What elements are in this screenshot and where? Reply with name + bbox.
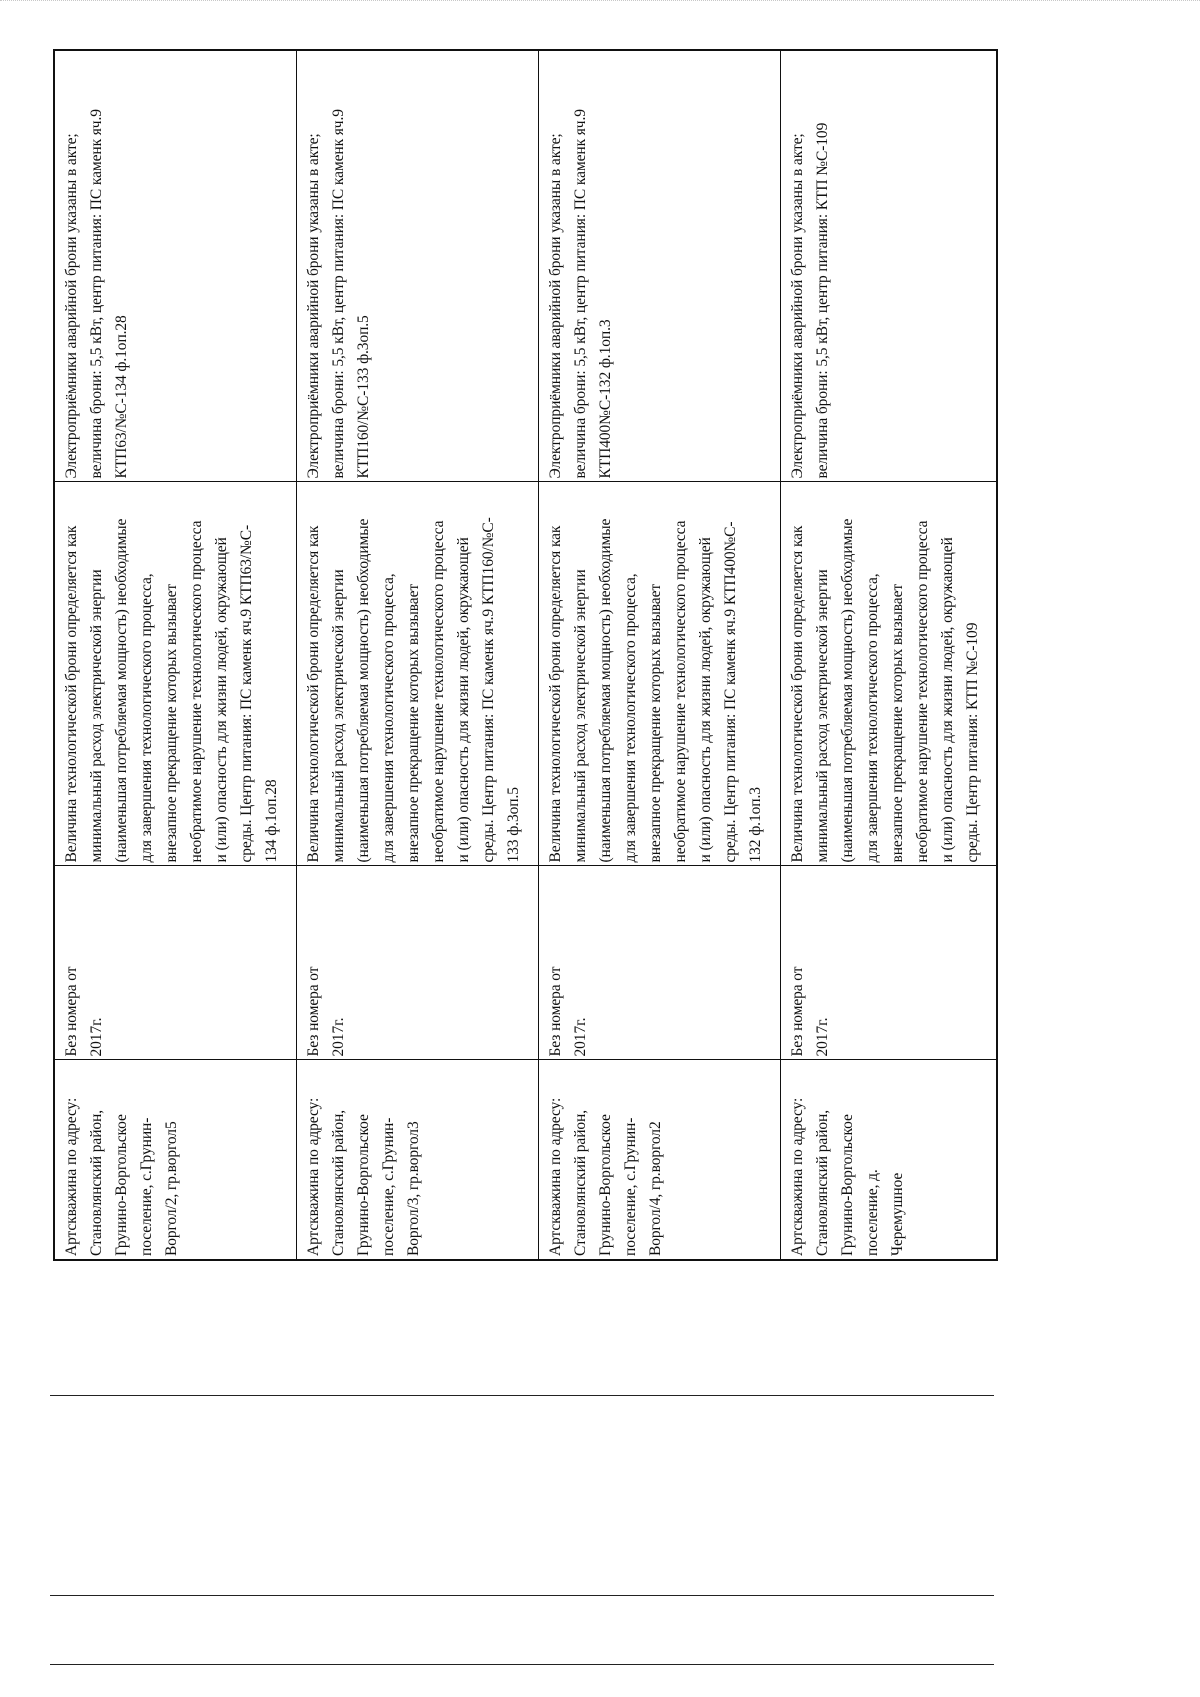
cell-tech-reserve (781, 482, 997, 866)
emergency-reserve-text: Электроприёмники аварийной брони указаны в акте; величина брони: 5,5 кВт, центр питания: КТП №С-109 (789, 122, 832, 479)
table-row (781, 50, 997, 1260)
act-number-text: Без номера от 2017г. (547, 966, 590, 1057)
tech-reserve-text: Величина технологической брони определяется как минимальный расход электрической энергии (наименьшая потребляемая мощность) необходимые для завершения технологического процесса, внезапное прекращение которых вызывает необратимое нарушение технологического процесса и (или) опасность для жизни людей, окружающей среды. Центр питания: ПС каменк яч.9 КТП63/№С- 134 ф.1оп.28 (63, 518, 280, 863)
cell-emergency-reserve (297, 50, 539, 482)
tech-reserve-text: Величина технологической брони определяется как минимальный расход электрической энергии (наименьшая потребляемая мощность) необходимые для завершения технологического процесса, внезапное прекращение которых вызывает необратимое нарушение технологического процесса и (или) опасность для жизни людей, окружающей среды. Центр питания: ПС каменк яч.9 КТП400№С- 132 ф.1оп.3 (547, 518, 765, 863)
cell-act (54, 866, 297, 1060)
scan-edge (0, 0, 1200, 7)
object-address-text: Артскважина по адресу: Становлянский район, Грунино-Воргольское поселение, с.Грунин- Воргол/4, гр.воргол2 (547, 1097, 665, 1256)
tech-reserve-text: Величина технологической брони определяется как минимальный расход электрической энергии (наименьшая потребляемая мощность) необходимые для завершения технологического процесса, внезапное прекращение которых вызывает необратимое нарушение технологического процесса и (или) опасность для жизни людей, окружающей среды. Центр питания: КТП №С-109 (789, 518, 982, 863)
cell-act (781, 866, 997, 1060)
emergency-reserve-text: Электроприёмники аварийной брони указаны в акте; величина брони: 5,5 кВт, центр питания: ПС каменк яч.9 КТП160/№С-133 ф.3оп.5 (305, 109, 373, 479)
cell-object (781, 1060, 997, 1260)
act-number-text: Без номера от 2017г. (63, 966, 105, 1057)
cell-tech-reserve (54, 482, 297, 866)
object-address-text: Артскважина по адресу: Становлянский район, Грунино-Воргольское поселение, с.Грунин- Воргол/3, гр.воргол3 (305, 1097, 423, 1256)
rotated-table-wrapper (53, 51, 998, 1261)
cell-object (539, 1060, 781, 1260)
signature-line (50, 1395, 994, 1396)
reserve-table (53, 49, 998, 1261)
emergency-reserve-text: Электроприёмники аварийной брони указаны в акте; величина брони: 5,5 кВт, центр питания: ПС каменк яч.9 КТП63/№С-134 ф.1оп.28 (63, 109, 130, 479)
cell-act (539, 866, 781, 1060)
signature-line (50, 1664, 994, 1665)
cell-object (297, 1060, 539, 1260)
object-address-text: Артскважина по адресу: Становлянский район, Грунино-Воргольское поселение, д. Черемушное (789, 1097, 907, 1256)
signature-line (50, 1595, 994, 1596)
cell-emergency-reserve (781, 50, 997, 482)
table-row (297, 50, 539, 1260)
cell-object (54, 1060, 297, 1260)
cell-tech-reserve (539, 482, 781, 866)
emergency-reserve-text: Электроприёмники аварийной брони указаны в акте; величина брони: 5,5 кВт, центр питания: ПС каменк яч.9 КТП400№С-132 ф.1оп.3 (547, 109, 615, 479)
object-address-text: Артскважина по адресу: Становлянский район, Грунино-Воргольское поселение, с.Грунин- Воргол/2, гр.воргол5 (63, 1097, 180, 1256)
cell-emergency-reserve (54, 50, 297, 482)
cell-act (297, 866, 539, 1060)
table-row (54, 50, 297, 1260)
cell-emergency-reserve (539, 50, 781, 482)
cell-tech-reserve (297, 482, 539, 866)
act-number-text: Без номера от 2017г. (305, 966, 348, 1057)
act-number-text: Без номера от 2017г. (789, 966, 832, 1057)
table-row (539, 50, 781, 1260)
tech-reserve-text: Величина технологической брони определяется как минимальный расход электрической энергии (наименьшая потребляемая мощность) необходимые для завершения технологического процесса, внезапное прекращение которых вызывает необратимое нарушение технологического процесса и (или) опасность для жизни людей, окружающей среды. Центр питания: ПС каменк яч.9 КТП160/№С- 133 ф.3оп.5 (305, 517, 523, 863)
